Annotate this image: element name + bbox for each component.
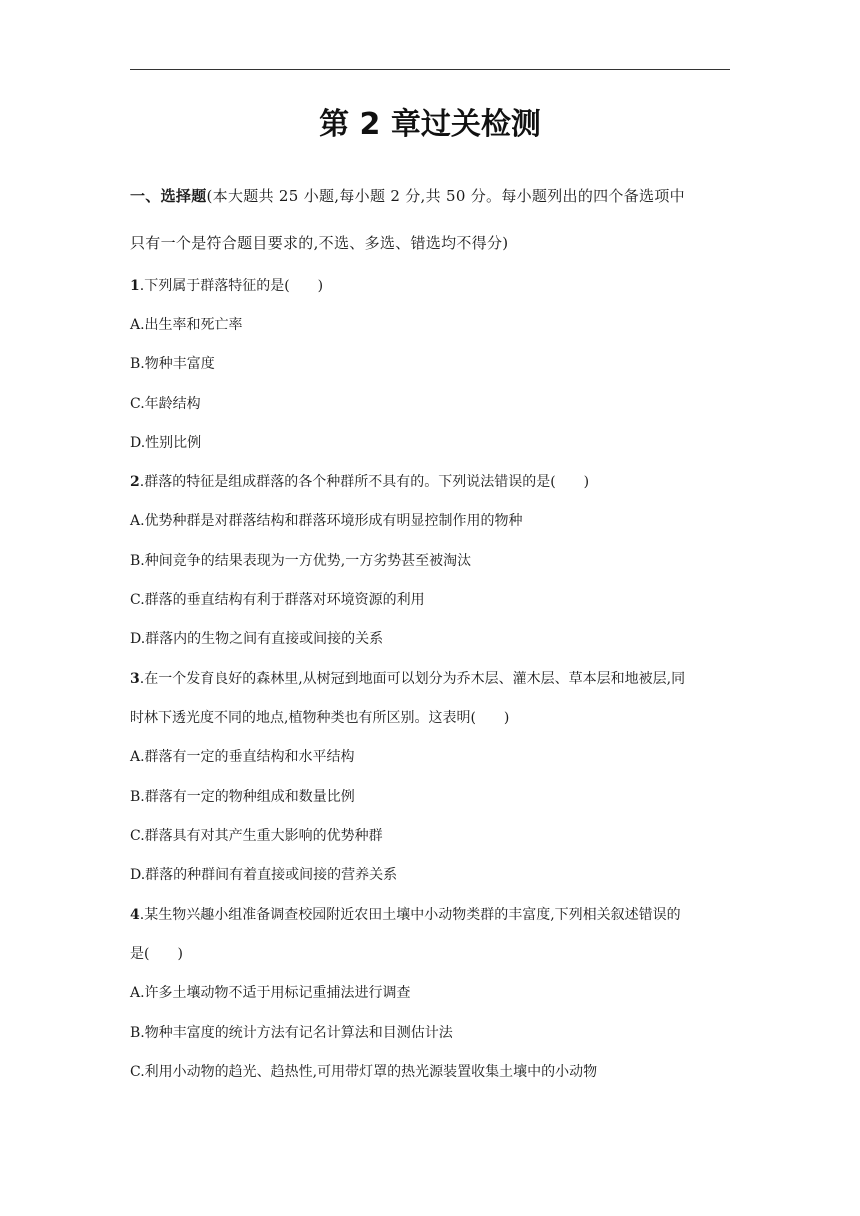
question-3-stem-continued: 时林下透光度不同的地点,植物种类也有所区别。这表明( ) [130,710,510,726]
question-3-option-a: A.群落有一定的垂直结构和水平结构 [130,749,355,765]
question-3-option-b: B.群落有一定的物种组成和数量比例 [130,789,355,805]
question-1-option-b: B.物种丰富度 [130,356,215,372]
question-1-stem [130,275,323,297]
question-number: 3 [130,671,140,687]
question-2-option-c: C.群落的垂直结构有利于群落对环境资源的利用 [130,592,425,608]
question-number: 2 [130,474,140,490]
question-number: 4 [130,907,140,923]
question-4-stem-continued: 是( ) [130,946,183,962]
question-4-option-b: B.物种丰富度的统计方法有记名计算法和目测估计法 [130,1025,453,1041]
question-4-option-c: C.利用小动物的趋光、趋热性,可用带灯罩的热光源装置收集土壤中的小动物 [130,1064,598,1080]
section-instructions-line-1 [130,185,685,207]
question-2-stem [130,471,589,493]
question-text: .在一个发育良好的森林里,从树冠到地面可以划分为乔木层、灌木层、草本层和地被层,同 [139,671,686,687]
page-title: 第 2 章过关检测 [319,107,541,142]
question-2-option-a: A.优势种群是对群落结构和群落环境形成有明显控制作用的物种 [130,513,523,529]
question-text: .下列属于群落特征的是( ) [139,278,324,294]
question-1-option-c: C.年龄结构 [130,396,201,412]
question-2-option-d: D.群落内的生物之间有直接或间接的关系 [130,631,384,647]
question-3-option-c: C.群落具有对其产生重大影响的优势种群 [130,828,383,844]
question-4-option-a: A.许多土壤动物不适于用标记重捕法进行调查 [130,985,411,1001]
section-instructions-text: (本大题共 25 小题,每小题 2 分,共 50 分。每小题列出的四个备选项中 [206,187,685,205]
section-heading: 一、选择题 [130,187,207,205]
question-text: .某生物兴趣小组准备调查校园附近农田土壤中小动物类群的丰富度,下列相关叙述错误的 [139,907,681,923]
question-number: 1 [130,278,140,294]
question-3-stem [130,668,685,690]
question-2-option-b: B.种间竞争的结果表现为一方优势,一方劣势甚至被淘汰 [130,553,472,569]
section-instructions-line-2: 只有一个是符合题目要求的,不选、多选、错选均不得分) [130,234,509,252]
question-4-stem [130,904,681,926]
question-1-option-a: A.出生率和死亡率 [130,317,243,333]
question-3-option-d: D.群落的种群间有着直接或间接的营养关系 [130,867,398,883]
question-1-option-d: D.性别比例 [130,435,202,451]
header-rule [130,69,730,70]
question-text: .群落的特征是组成群落的各个种群所不具有的。下列说法错误的是( ) [139,474,590,490]
